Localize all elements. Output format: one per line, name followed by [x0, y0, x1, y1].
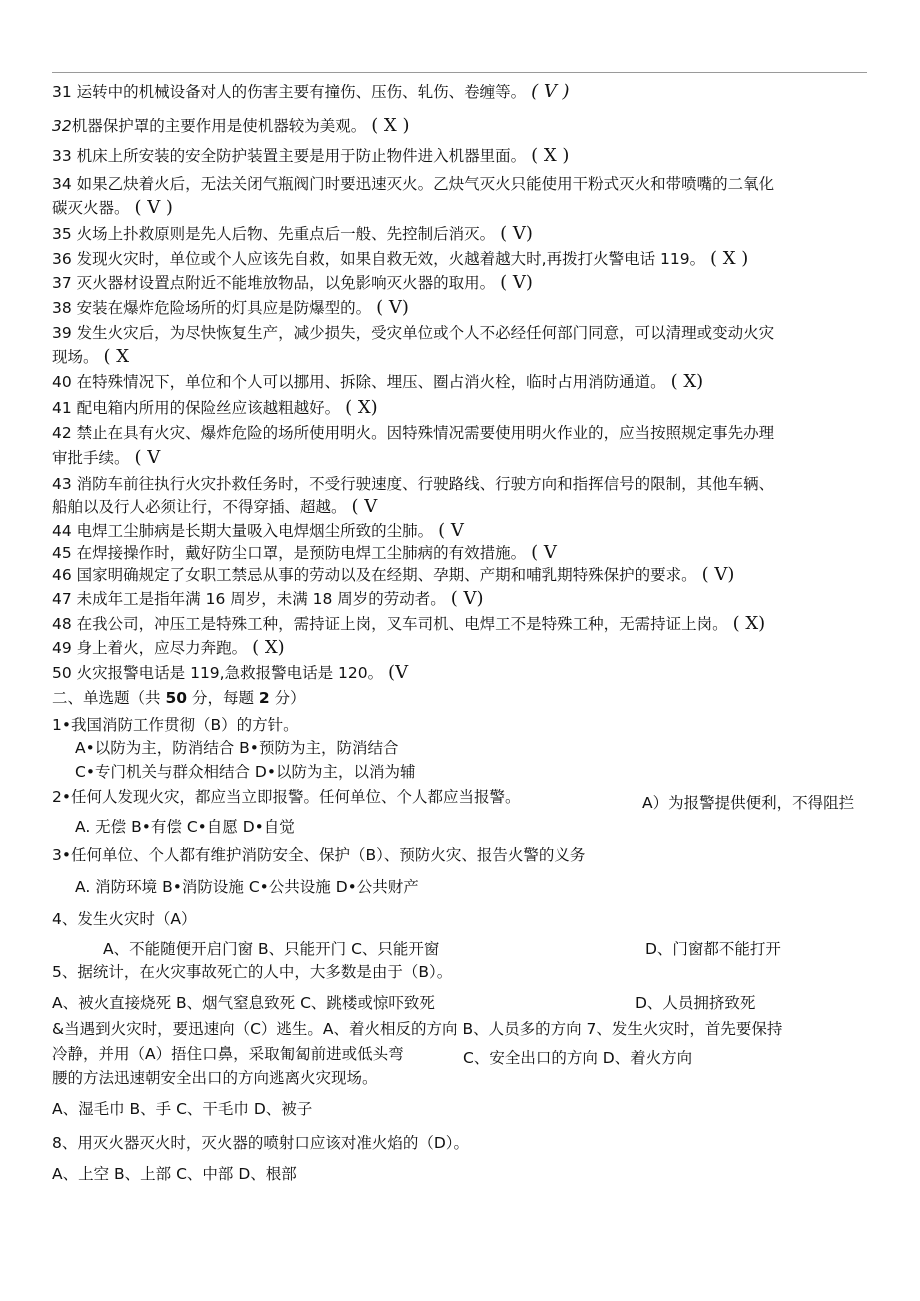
answer-mark: ( V — [531, 542, 557, 563]
mc-q1-options-2: C•专门机关与群众相结合 D•以防为主，以消为辅 — [75, 763, 416, 781]
mc-q4: 4、发生火灾时（A） — [52, 910, 197, 928]
tf-44: 44 电焊工尘肺病是长期大量吸入电焊烟尘所致的尘肺。 ( V — [52, 520, 464, 541]
answer-mark: ( X) — [345, 397, 378, 418]
mc-q4-options: A、不能随便开启门窗 B、只能开门 C、只能开窗 — [103, 940, 440, 958]
answer-mark: ( V) — [701, 564, 735, 585]
answer-mark: ( V) — [500, 223, 533, 244]
tf-38: 38 安装在爆炸危险场所的灯具应是防爆型的。 ( V) — [52, 297, 409, 318]
answer-mark: ( X ) — [371, 115, 410, 136]
tf-50: 50 火灾报警电话是 119,急救报警电话是 120。 (V — [52, 662, 409, 683]
mc-q8-options: A、上空 B、上部 C、中部 D、根部 — [52, 1165, 297, 1183]
answer-mark: (V — [388, 662, 409, 683]
tf-33: 33 机床上所安装的安全防护装置主要是用于防止物件进入机器里面。 ( X ) — [52, 145, 570, 166]
answer-mark: ( V ) — [134, 197, 173, 218]
tf-36: 36 发现火灾时，单位或个人应该先自救，如果自救无效，火越着越大时,再拨打火警电话 119。 ( X ) — [52, 248, 749, 269]
tf-43: 43 消防车前往执行火灾扑救任务时，不受行驶速度、行驶路线、行驶方向和指挥信号的限制，其他车辆、 — [52, 475, 775, 493]
mc-q5: 5、据统计，在火灾事故死亡的人中，大多数是由于（B）。 — [52, 963, 453, 981]
tf-45: 45 在焊接操作时，戴好防尘口罩，是预防电焊工尘肺病的有效措施。 ( V — [52, 542, 557, 563]
answer-mark: ( X) — [732, 613, 766, 634]
tf-39: 39 发生火灾后，为尽快恢复生产，减少损失，受灾单位或个人不必经任何部门同意，可以清理或变动火灾 — [52, 324, 775, 342]
tf-34: 34 如果乙炔着火后，无法关闭气瓶阀门时要迅速灭火。乙炔气灭火只能使用干粉式灭火和带喷嘴的二氧化 — [52, 175, 775, 193]
tf-34-cont: 碳灭火器。 ( V ) — [52, 197, 173, 218]
answer-mark: ( V — [134, 447, 161, 468]
answer-mark: ( X) — [252, 637, 285, 658]
tf-48: 48 在我公司，冲压工是特殊工种，需持证上岗，叉车司机、电焊工不是特殊工种，无需持证上岗。 ( X) — [52, 613, 766, 634]
tf-32: 32机器保护罩的主要作用是使机器较为美观。 ( X ) — [52, 115, 410, 136]
tf-31: 31 运转中的机械设备对人的伤害主要有撞伤、压伤、轧伤、卷缠等。 ( V ) — [52, 81, 570, 102]
mc-q5-options: A、被火直接烧死 B、烟气窒息致死 C、跳楼或惊吓致死 — [52, 994, 435, 1012]
answer-mark: ( X ) — [531, 145, 570, 166]
tf-37: 37 灭火器材设置点附近不能堆放物品，以免影响灭火器的取用。 ( V) — [52, 272, 533, 293]
tf-43-cont: 船舶以及行人必须让行，不得穿插、超越。 ( V — [52, 496, 378, 517]
mc-q7-options: A、湿毛巾 B、手 C、干毛巾 D、被子 — [52, 1100, 313, 1118]
answer-mark: ( V — [438, 520, 464, 541]
mc-q6-options-cd: C、安全出口的方向 D、着火方向 — [463, 1049, 693, 1067]
tf-46: 46 国家明确规定了女职工禁忌从事的劳动以及在经期、孕期、产期和哺乳期特殊保护的要求。 ( V) — [52, 564, 735, 585]
mc-q7-cont-1: 冷静，并用（A）捂住口鼻，采取匍匐前进或低头弯 — [52, 1045, 404, 1063]
tf-40: 40 在特殊情况下，单位和个人可以挪用、拆除、埋压、圈占消火栓，临时占用消防通道。 ( X) — [52, 371, 704, 392]
mc-q8: 8、用灭火器灭火时，灭火器的喷射口应该对准火焰的（D）。 — [52, 1134, 470, 1152]
answer-mark: ( X — [103, 346, 130, 367]
header-rule — [52, 72, 867, 73]
mc-q2-continuation: A）为报警提供便利，不得阻拦 — [642, 794, 855, 812]
answer-mark: ( V) — [500, 272, 533, 293]
tf-42-cont: 审批手续。 ( V — [52, 447, 161, 468]
mc-q1: 1•我国消防工作贯彻（B）的方针。 — [52, 716, 299, 734]
answer-mark: ( X) — [670, 371, 704, 392]
tf-35: 35 火场上扑救原则是先人后物、先重点后一般、先控制后消灭。 ( V) — [52, 223, 533, 244]
answer-mark: ( V — [351, 496, 378, 517]
mc-q3-options: A. 消防环境 B•消防设施 C•公共设施 D•公共财产 — [75, 878, 419, 896]
mc-q6-q7: &当遇到火灾时，要迅速向（C）逃生。A、着火相反的方向 B、人员多的方向 7、发生火灾时，首先要保持 — [52, 1020, 783, 1038]
mc-q4-option-d: D、门窗都不能打开 — [645, 940, 781, 958]
mc-q5-option-d: D、人员拥挤致死 — [635, 994, 756, 1012]
mc-q3: 3•任何单位、个人都有维护消防安全、保护（B）、预防火灾、报告火警的义务 — [52, 846, 586, 864]
answer-mark: ( X ) — [710, 248, 749, 269]
answer-mark: ( V) — [376, 297, 409, 318]
tf-42: 42 禁止在具有火灾、爆炸危险的场所使用明火。因特殊情况需要使用明火作业的，应当按照规定事先办理 — [52, 424, 775, 442]
tf-39-cont: 现场。 ( X — [52, 346, 130, 367]
mc-q2: 2•任何人发现火灾，都应当立即报警。任何单位、个人都应当报警。 — [52, 788, 521, 806]
tf-47: 47 未成年工是指年满 16 周岁，未满 18 周岁的劳动者。 ( V) — [52, 588, 484, 609]
answer-mark: ( V ) — [531, 81, 570, 102]
answer-mark: ( V) — [450, 588, 484, 609]
mc-q7-cont-2: 腰的方法迅速朝安全出口的方向逃离火灾现场。 — [52, 1069, 378, 1087]
mc-q1-options-1: A•以防为主，防消结合 B•预防为主，防消结合 — [75, 739, 399, 757]
tf-49: 49 身上着火，应尽力奔跑。 ( X) — [52, 637, 285, 658]
section-heading: 二、单选题（共 50 分，每题 2 分） — [52, 689, 306, 707]
mc-q2-options: A. 无偿 B•有偿 C•自愿 D•自觉 — [75, 818, 295, 836]
tf-41: 41 配电箱内所用的保险丝应该越粗越好。 ( X) — [52, 397, 378, 418]
